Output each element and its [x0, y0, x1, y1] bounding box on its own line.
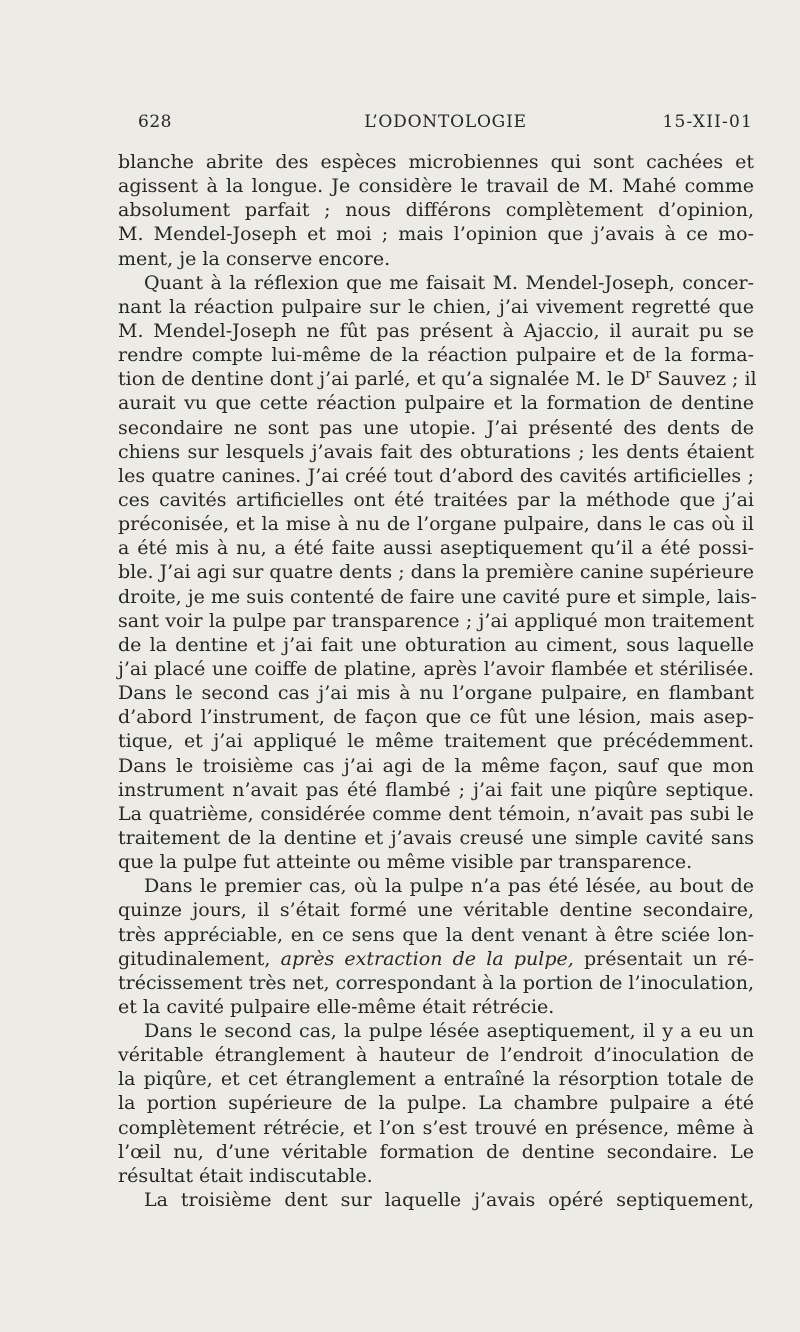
text-line-content: aurait vu que cette réaction pulpaire et la formation de dentine [118, 392, 754, 415]
text-line-continuation: présentait un ré- [573, 947, 755, 970]
text-line [118, 198, 754, 222]
page-number: 628 [138, 112, 172, 132]
issue-date: 15-XII-01 [662, 112, 753, 132]
text-line-content: sant voir la pulpe par transparence ; j’ai appliqué mon traitement [118, 609, 754, 632]
text-line [118, 391, 754, 415]
text-line-content: La quatrième, considérée comme dent témoin, n’avait pas subi le [118, 802, 754, 825]
text-line-content: ces cavités artificielles ont été traitées par la méthode que j’ai [118, 488, 754, 511]
text-line [118, 826, 754, 850]
text-line [118, 536, 754, 560]
text-line-content: nant la réaction pulpaire sur le chien, j’ai vivement regretté que [118, 295, 754, 318]
text-line [118, 247, 754, 271]
text-line [118, 802, 754, 826]
text-line-content: secondaire ne sont pas une utopie. J’ai présenté des dents de [118, 416, 754, 439]
text-line-content: Dans le second cas, la pulpe lésée aseptiquement, il y a eu un [144, 1020, 754, 1043]
text-line-content: trécissement très net, correspondant à la portion de l’inoculation, [118, 971, 754, 994]
text-line-content: j’ai placé une coiffe de platine, après l’avoir flambée et stérilisée. [118, 657, 754, 680]
text-line [118, 971, 754, 995]
text-line [118, 366, 757, 391]
text-line-content: chiens sur lesquels j’avais fait des obturations ; les dents étaient [118, 440, 754, 463]
text-line [118, 343, 754, 367]
text-line [118, 512, 754, 536]
text-line [118, 874, 754, 898]
text-line [118, 898, 754, 922]
text-line [118, 729, 754, 753]
text-line [118, 440, 754, 464]
text-line [118, 609, 754, 633]
text-line-content: droite, je me suis contenté de faire une cavité pure et simple, lais- [118, 585, 757, 608]
text-line [118, 488, 754, 512]
text-line [118, 1188, 754, 1212]
text-line [118, 705, 754, 729]
text-line-content: tion de dentine dont j’ai parlé, et qu’a signalée M. le D [118, 368, 646, 391]
text-line [118, 1116, 754, 1140]
running-header [138, 112, 753, 142]
text-line-content: Dans le second cas j’ai mis à nu l’organe pulpaire, en flambant [118, 682, 754, 705]
text-line-content: complètement rétrécie, et l’on s’est trouvé en présence, même à [118, 1116, 754, 1139]
text-line-content: Dans le troisième cas j’ai agi de la même façon, sauf que mon [118, 754, 754, 777]
text-line [118, 850, 754, 874]
superscript: r [645, 366, 652, 381]
text-line-content: de la dentine et j’ai fait une obturation au ciment, sous laquelle [118, 633, 754, 656]
text-line-content: traitement de la dentine et j’avais creusé une simple cavité sans [118, 826, 754, 849]
text-line [118, 1164, 754, 1188]
text-line [118, 222, 754, 246]
text-line-content: M. Mendel-Joseph et moi ; mais l’opinion que j’avais à ce mo- [118, 223, 754, 246]
text-line [118, 1067, 754, 1091]
text-line [118, 585, 757, 609]
text-line [118, 416, 754, 440]
text-line-content: quinze jours, il s’était formé une véritable dentine secondaire, [118, 899, 754, 922]
text-line-content: Quant à la réflexion que me faisait M. Mendel-Joseph, concer- [144, 271, 754, 294]
text-line [118, 778, 754, 802]
text-line-content: les quatre canines. J’ai créé tout d’abord des cavités artificielles ; [118, 464, 754, 487]
text-line-content: a été mis à nu, a été faite aussi aseptiquement qu’il a été possi- [118, 537, 754, 560]
text-line-continuation: Sauvez ; il [651, 368, 757, 391]
text-line-content: l’œil nu, d’une véritable formation de dentine secondaire. Le [118, 1140, 754, 1163]
text-line-content: agissent à la longue. Je considère le travail de M. Mahé comme [118, 175, 754, 198]
body-text [118, 150, 757, 1212]
text-line [118, 947, 754, 971]
text-line-content: véritable étranglement à hauteur de l’endroit d’inoculation de [118, 1044, 754, 1067]
text-line [118, 319, 754, 343]
text-line-content: La troisième dent sur laquelle j’avais opéré septiquement, [144, 1189, 754, 1212]
text-line-content: la portion supérieure de la pulpe. La chambre pulpaire a été [118, 1092, 754, 1115]
text-line-content: rendre compte lui-même de la réaction pulpaire et de la forma- [118, 344, 754, 367]
text-line [118, 923, 754, 947]
text-line-content: la piqûre, et cet étranglement a entraîné la résorption totale de [118, 1068, 754, 1091]
text-line [118, 633, 754, 657]
text-line [118, 295, 754, 319]
text-line [118, 754, 754, 778]
text-line [118, 560, 754, 584]
text-line-content: que la pulpe fut atteinte ou même visible par transparence. [118, 851, 693, 874]
text-line [118, 1043, 754, 1067]
text-line-content: préconisée, et la mise à nu de l’organe pulpaire, dans le cas où il [118, 513, 754, 536]
text-line-content: très appréciable, en ce sens que la dent venant à être sciée lon- [118, 923, 754, 946]
text-line-content: blanche abrite des espèces microbiennes qui sont cachées et [118, 151, 754, 173]
text-line [118, 681, 754, 705]
text-line-content: gitudinalement, [118, 947, 281, 970]
text-line [118, 174, 754, 198]
text-line [118, 464, 754, 488]
text-line [118, 1019, 754, 1043]
text-line [118, 657, 754, 681]
text-line [118, 150, 754, 174]
text-line-content: résultat était indiscutable. [118, 1164, 373, 1187]
italic-phrase: après extraction de la pulpe, [280, 947, 574, 970]
text-line-content: M. Mendel-Joseph ne fût pas présent à Ajaccio, il aurait pu se [118, 319, 754, 342]
text-line-content: d’abord l’instrument, de façon que ce fût une lésion, mais asep- [118, 706, 754, 729]
text-line [118, 995, 754, 1019]
text-line [118, 1140, 754, 1164]
text-line-content: tique, et j’ai appliqué le même traitement que précédemment. [118, 730, 754, 753]
text-line-content: instrument n’avait pas été flambé ; j’ai fait une piqûre septique. [118, 778, 754, 801]
text-line-content: absolument parfait ; nous différons complètement d’opinion, [118, 199, 754, 222]
journal-title: L’ODONTOLOGIE [364, 112, 527, 132]
text-line-content: et la cavité pulpaire elle-même était rétrécie. [118, 995, 555, 1018]
text-line [118, 271, 754, 295]
text-line-content: Dans le premier cas, où la pulpe n’a pas été lésée, au bout de [144, 875, 754, 898]
text-line-content: ble. J’ai agi sur quatre dents ; dans la première canine supérieure [118, 561, 754, 584]
text-line [118, 1091, 754, 1115]
text-line-content: ment, je la conserve encore. [118, 247, 391, 270]
